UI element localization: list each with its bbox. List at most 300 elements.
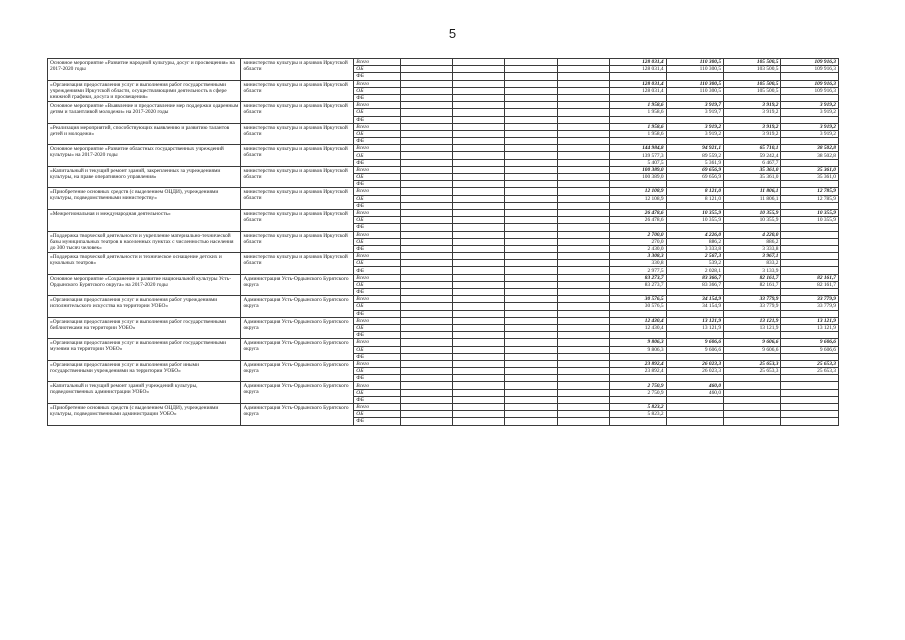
empty-cell	[505, 73, 557, 80]
responsible-executor: министерство культуры и архивов Иркутской области	[241, 59, 354, 81]
empty-cell	[557, 159, 609, 166]
amount-cell: 128 031,4	[610, 59, 666, 66]
amount-cell: 38 502,8	[781, 152, 839, 159]
amount-cell: 25 653,3	[724, 360, 781, 367]
amount-cell: 3 919,2	[666, 123, 723, 130]
amount-cell	[781, 94, 839, 101]
amount-cell	[666, 94, 723, 101]
amount-cell: 13 121,9	[666, 317, 723, 324]
empty-cell	[453, 195, 505, 202]
amount-cell: 69 656,9	[666, 166, 723, 173]
amount-cell: 3 919,2	[724, 123, 781, 130]
amount-cell	[610, 181, 666, 188]
funding-source: ФБ	[354, 116, 400, 123]
responsible-executor: Администрация Усть-Ордынского Бурятского округа	[241, 404, 354, 426]
empty-cell	[557, 274, 609, 281]
empty-cell	[557, 231, 609, 238]
empty-cell	[453, 181, 505, 188]
empty-cell	[400, 296, 452, 303]
funding-source: Всего	[354, 382, 400, 389]
funding-source: Всего	[354, 188, 400, 195]
amount-cell: 105 500,5	[724, 80, 781, 87]
funding-source: ФБ	[354, 289, 400, 296]
table-row	[48, 59, 839, 66]
empty-cell	[557, 396, 609, 403]
empty-cell	[400, 267, 452, 274]
empty-cell	[453, 346, 505, 353]
empty-cell	[505, 109, 557, 116]
amount-cell: 83 273,7	[610, 281, 666, 288]
empty-cell	[400, 174, 452, 181]
empty-cell	[557, 66, 609, 73]
funding-source: ОБ	[354, 195, 400, 202]
empty-cell	[505, 145, 557, 152]
empty-cell	[400, 195, 452, 202]
empty-cell	[505, 310, 557, 317]
amount-cell	[724, 181, 781, 188]
amount-cell: 2 750,9	[610, 382, 666, 389]
amount-cell	[724, 116, 781, 123]
funding-source: Всего	[354, 209, 400, 216]
empty-cell	[453, 260, 505, 267]
empty-cell	[453, 296, 505, 303]
empty-cell	[505, 253, 557, 260]
amount-cell	[724, 224, 781, 231]
responsible-executor: Администрация Усть-Ордынского Бурятского округа	[241, 296, 354, 318]
empty-cell	[557, 94, 609, 101]
empty-cell	[453, 303, 505, 310]
empty-cell	[557, 253, 609, 260]
amount-cell: 6 467,7	[724, 159, 781, 166]
amount-cell	[666, 353, 723, 360]
measure-name: «Организация предоставления услуг и выполнения работ государственными учреждениями Иркутской области, осуществляющими деятельность в сфере книжной графики, досуга и просвещения»	[48, 80, 241, 102]
empty-cell	[400, 324, 452, 331]
empty-cell	[505, 303, 557, 310]
empty-cell	[400, 375, 452, 382]
amount-cell	[666, 116, 723, 123]
amount-cell	[781, 353, 839, 360]
measure-name: «Поддержка творческой деятельности и укрепление материально-технической базы муниципальных театров в населенных пунктах с численностью населения до 300 тысяч человек»	[48, 231, 241, 253]
amount-cell	[781, 73, 839, 80]
amount-cell: 33 779,9	[724, 303, 781, 310]
funding-source: ОБ	[354, 109, 400, 116]
empty-cell	[453, 80, 505, 87]
amount-cell: 330,8	[610, 260, 666, 267]
funding-source: ФБ	[354, 245, 400, 252]
amount-cell	[724, 289, 781, 296]
empty-cell	[400, 253, 452, 260]
amount-cell: 33 779,9	[724, 296, 781, 303]
amount-cell: 25 653,3	[781, 368, 839, 375]
amount-cell: 886,2	[666, 238, 723, 245]
empty-cell	[453, 109, 505, 116]
empty-cell	[505, 238, 557, 245]
amount-cell	[610, 116, 666, 123]
empty-cell	[453, 353, 505, 360]
funding-source: ФБ	[354, 224, 400, 231]
measure-name: Основное мероприятие «Развитие народной культуры, досуг и просвещения» на 2017-2020 годы	[48, 59, 241, 81]
measure-name: «Капитальный и текущий ремонт зданий, закрепленных за учреждениями культуры, на праве оперативного управления»	[48, 166, 241, 188]
funding-source: ФБ	[354, 353, 400, 360]
amount-cell	[781, 238, 839, 245]
empty-cell	[400, 66, 452, 73]
amount-cell: 59 242,4	[724, 152, 781, 159]
amount-cell: 9 606,6	[781, 339, 839, 346]
amount-cell: 23 892,4	[610, 368, 666, 375]
amount-cell: 1 958,6	[610, 102, 666, 109]
amount-cell: 100 389,0	[610, 174, 666, 181]
empty-cell	[453, 217, 505, 224]
amount-cell	[724, 396, 781, 403]
empty-cell	[453, 404, 505, 411]
amount-cell: 2 028,1	[666, 267, 723, 274]
empty-cell	[557, 245, 609, 252]
amount-cell	[781, 159, 839, 166]
empty-cell	[400, 159, 452, 166]
empty-cell	[453, 138, 505, 145]
empty-cell	[400, 346, 452, 353]
amount-cell: 8 121,0	[666, 195, 723, 202]
empty-cell	[453, 396, 505, 403]
amount-cell: 3 919,2	[724, 130, 781, 137]
amount-cell	[781, 389, 839, 396]
empty-cell	[557, 73, 609, 80]
empty-cell	[557, 303, 609, 310]
measure-name: «Поддержка творческой деятельности и техническое оснащение детских и кукольных театров»	[48, 253, 241, 275]
amount-cell: 82 161,7	[781, 274, 839, 281]
amount-cell: 3 919,2	[666, 130, 723, 137]
empty-cell	[505, 260, 557, 267]
amount-cell: 9 606,6	[666, 346, 723, 353]
amount-cell	[781, 224, 839, 231]
amount-cell: 8 121,0	[666, 188, 723, 195]
amount-cell	[781, 382, 839, 389]
empty-cell	[453, 152, 505, 159]
measure-name: «Организация предоставления услуг и выполнения работ государственными библиотеками на территории УОБО»	[48, 317, 241, 339]
amount-cell	[610, 353, 666, 360]
empty-cell	[400, 224, 452, 231]
empty-cell	[400, 382, 452, 389]
measure-name: «Организация предоставления услуг и выполнения работ иными государственными учреждениями на территории УОБО»	[48, 360, 241, 382]
empty-cell	[505, 231, 557, 238]
empty-cell	[453, 102, 505, 109]
amount-cell: 2 567,3	[666, 253, 723, 260]
empty-cell	[505, 152, 557, 159]
empty-cell	[505, 382, 557, 389]
empty-cell	[557, 87, 609, 94]
amount-cell	[781, 418, 839, 425]
empty-cell	[400, 238, 452, 245]
empty-cell	[453, 209, 505, 216]
empty-cell	[505, 202, 557, 209]
table-row	[48, 123, 839, 130]
amount-cell: 3 919,2	[781, 130, 839, 137]
empty-cell	[400, 332, 452, 339]
amount-cell: 3 133,9	[724, 267, 781, 274]
empty-cell	[557, 353, 609, 360]
responsible-executor: министерство культуры и архивов Иркутской области	[241, 231, 354, 253]
funding-source: ФБ	[354, 138, 400, 145]
amount-cell: 10 355,9	[724, 209, 781, 216]
empty-cell	[453, 123, 505, 130]
funding-source: ФБ	[354, 202, 400, 209]
amount-cell: 109 916,3	[781, 66, 839, 73]
empty-cell	[453, 94, 505, 101]
amount-cell: 11 806,1	[724, 188, 781, 195]
amount-cell: 12 108,9	[610, 188, 666, 195]
empty-cell	[557, 418, 609, 425]
amount-cell: 9 606,6	[781, 346, 839, 353]
amount-cell: 10 355,9	[724, 217, 781, 224]
amount-cell	[781, 289, 839, 296]
empty-cell	[453, 73, 505, 80]
amount-cell	[666, 375, 723, 382]
amount-cell	[724, 404, 781, 411]
amount-cell	[781, 138, 839, 145]
funding-source: Всего	[354, 253, 400, 260]
empty-cell	[505, 87, 557, 94]
empty-cell	[557, 267, 609, 274]
amount-cell: 12 430,4	[610, 317, 666, 324]
responsible-executor: министерство культуры и архивов Иркутской области	[241, 102, 354, 124]
empty-cell	[400, 289, 452, 296]
amount-cell	[666, 418, 723, 425]
amount-cell: 109 916,3	[781, 80, 839, 87]
amount-cell	[666, 404, 723, 411]
empty-cell	[505, 339, 557, 346]
amount-cell: 26 478,6	[610, 209, 666, 216]
empty-cell	[505, 324, 557, 331]
amount-cell	[610, 375, 666, 382]
empty-cell	[557, 346, 609, 353]
empty-cell	[505, 396, 557, 403]
amount-cell: 83 273,7	[610, 274, 666, 281]
empty-cell	[505, 274, 557, 281]
empty-cell	[505, 174, 557, 181]
amount-cell: 1 958,6	[610, 109, 666, 116]
empty-cell	[505, 289, 557, 296]
amount-cell	[610, 73, 666, 80]
empty-cell	[453, 339, 505, 346]
measure-name: Основное мероприятие «Выявление и предоставление мер поддержки одаренным детям и талантливой молодежи» на 2017-2020 годы	[48, 102, 241, 124]
empty-cell	[400, 245, 452, 252]
amount-cell: 26 023,3	[666, 360, 723, 367]
amount-cell: 110 300,5	[666, 80, 723, 87]
empty-cell	[557, 109, 609, 116]
amount-cell	[666, 138, 723, 145]
amount-cell: 12 430,4	[610, 324, 666, 331]
amount-cell	[781, 375, 839, 382]
table-row	[48, 231, 839, 238]
responsible-executor: министерство культуры и архивов Иркутской области	[241, 188, 354, 210]
empty-cell	[505, 281, 557, 288]
amount-cell	[610, 418, 666, 425]
amount-cell: 33 779,9	[781, 303, 839, 310]
amount-cell: 34 154,9	[666, 296, 723, 303]
empty-cell	[557, 332, 609, 339]
amount-cell: 12 785,9	[781, 195, 839, 202]
empty-cell	[400, 202, 452, 209]
funding-source: Всего	[354, 231, 400, 238]
amount-cell	[666, 332, 723, 339]
empty-cell	[453, 174, 505, 181]
amount-cell: 128 031,4	[610, 80, 666, 87]
empty-cell	[400, 116, 452, 123]
measure-name: «Межрегиональная и международная деятельность»	[48, 209, 241, 231]
funding-source: ОБ	[354, 411, 400, 418]
empty-cell	[453, 130, 505, 137]
empty-cell	[557, 202, 609, 209]
amount-cell	[781, 396, 839, 403]
amount-cell: 83 366,7	[666, 274, 723, 281]
amount-cell	[781, 253, 839, 260]
table-row	[48, 339, 839, 346]
funding-source: Всего	[354, 360, 400, 367]
empty-cell	[505, 360, 557, 367]
amount-cell: 13 121,9	[724, 324, 781, 331]
empty-cell	[557, 181, 609, 188]
amount-cell: 3 919,2	[781, 109, 839, 116]
empty-cell	[505, 130, 557, 137]
measure-name: «Организация предоставления услуг и выполнения работ учреждениями исполнительского искусства на территории УОБО»	[48, 296, 241, 318]
empty-cell	[557, 102, 609, 109]
measure-name: «Приобретение основных средств (с выделением ОЦДИ), учреждениями культуры, подведомственными министерству»	[48, 188, 241, 210]
amount-cell	[610, 396, 666, 403]
amount-cell: 1 958,6	[610, 130, 666, 137]
amount-cell: 89 559,2	[666, 152, 723, 159]
empty-cell	[505, 102, 557, 109]
amount-cell: 110 300,5	[666, 87, 723, 94]
empty-cell	[557, 281, 609, 288]
funding-source: ОБ	[354, 238, 400, 245]
empty-cell	[400, 209, 452, 216]
funding-source: ФБ	[354, 94, 400, 101]
amount-cell	[724, 382, 781, 389]
amount-cell	[781, 245, 839, 252]
amount-cell	[724, 202, 781, 209]
empty-cell	[505, 375, 557, 382]
empty-cell	[453, 360, 505, 367]
amount-cell: 10 355,9	[666, 217, 723, 224]
amount-cell: 35 361,0	[724, 174, 781, 181]
empty-cell	[400, 389, 452, 396]
amount-cell: 10 355,9	[666, 209, 723, 216]
amount-cell: 3 333,8	[724, 245, 781, 252]
measure-name: «Приобретение основных средств (с выделением ОЦДИ), учреждениями культуры, подведомственными администрации УОБО»	[48, 404, 241, 426]
empty-cell	[400, 231, 452, 238]
empty-cell	[400, 303, 452, 310]
amount-cell	[781, 411, 839, 418]
amount-cell: 105 500,5	[724, 87, 781, 94]
table-row	[48, 209, 839, 216]
amount-cell: 144 984,8	[610, 145, 666, 152]
amount-cell: 3 919,7	[666, 109, 723, 116]
amount-cell	[781, 181, 839, 188]
amount-cell	[610, 224, 666, 231]
empty-cell	[400, 260, 452, 267]
funding-source: ФБ	[354, 310, 400, 317]
empty-cell	[557, 368, 609, 375]
empty-cell	[453, 166, 505, 173]
empty-cell	[557, 389, 609, 396]
empty-cell	[453, 253, 505, 260]
measure-name: «Реализация мероприятий, способствующих выявлению и развитию талантов детей и молодежи»	[48, 123, 241, 145]
table-row	[48, 296, 839, 303]
empty-cell	[453, 317, 505, 324]
empty-cell	[557, 310, 609, 317]
empty-cell	[453, 66, 505, 73]
empty-cell	[505, 188, 557, 195]
amount-cell: 3 308,3	[610, 253, 666, 260]
empty-cell	[400, 317, 452, 324]
empty-cell	[505, 217, 557, 224]
empty-cell	[557, 123, 609, 130]
empty-cell	[557, 317, 609, 324]
table-row	[48, 253, 839, 260]
empty-cell	[557, 296, 609, 303]
funding-source: Всего	[354, 274, 400, 281]
empty-cell	[453, 310, 505, 317]
amount-cell	[666, 181, 723, 188]
funding-source: ОБ	[354, 130, 400, 137]
amount-cell: 12 785,9	[781, 188, 839, 195]
funding-source: Всего	[354, 59, 400, 66]
table-row	[48, 382, 839, 389]
funding-source: ОБ	[354, 389, 400, 396]
amount-cell: 26 023,3	[666, 368, 723, 375]
amount-cell: 10 355,9	[781, 217, 839, 224]
amount-cell: 460,0	[666, 389, 723, 396]
amount-cell: 5 823,2	[610, 411, 666, 418]
empty-cell	[557, 188, 609, 195]
funding-source: Всего	[354, 123, 400, 130]
table-row	[48, 404, 839, 411]
amount-cell: 35 361,0	[724, 166, 781, 173]
empty-cell	[557, 138, 609, 145]
funding-source: Всего	[354, 296, 400, 303]
amount-cell	[781, 332, 839, 339]
empty-cell	[453, 382, 505, 389]
empty-cell	[400, 353, 452, 360]
funding-source: ОБ	[354, 87, 400, 94]
table-row	[48, 145, 839, 152]
empty-cell	[505, 418, 557, 425]
amount-cell: 110 300,5	[666, 66, 723, 73]
empty-cell	[505, 245, 557, 252]
amount-cell	[724, 389, 781, 396]
empty-cell	[453, 418, 505, 425]
amount-cell: 13 121,9	[781, 324, 839, 331]
empty-cell	[505, 116, 557, 123]
table-row	[48, 80, 839, 87]
empty-cell	[400, 339, 452, 346]
empty-cell	[400, 80, 452, 87]
table-row	[48, 166, 839, 173]
amount-cell: 4 220,0	[724, 231, 781, 238]
amount-cell: 3 919,2	[781, 123, 839, 130]
amount-cell: 9 606,6	[724, 339, 781, 346]
empty-cell	[400, 181, 452, 188]
amount-cell: 3 919,2	[781, 102, 839, 109]
amount-cell: 3 919,7	[666, 102, 723, 109]
table-row	[48, 360, 839, 367]
amount-cell	[666, 202, 723, 209]
empty-cell	[453, 267, 505, 274]
responsible-executor: министерство культуры и архивов Иркутской области	[241, 253, 354, 275]
empty-cell	[505, 80, 557, 87]
empty-cell	[400, 217, 452, 224]
empty-cell	[557, 260, 609, 267]
